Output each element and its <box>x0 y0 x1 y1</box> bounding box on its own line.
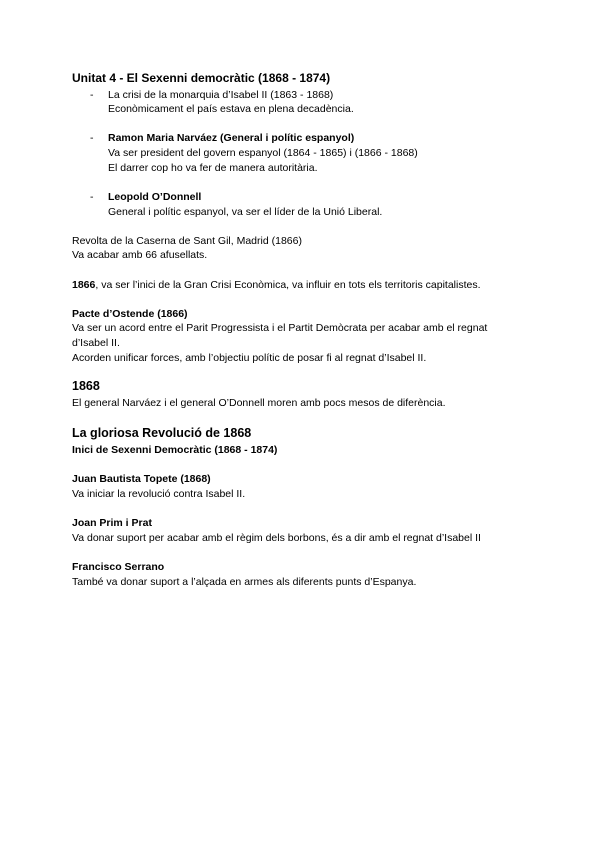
pacte-heading: Pacte d’Ostende (1866) <box>72 308 188 320</box>
crisi-paragraph <box>72 279 481 292</box>
figure-name-serrano: Francisco Serrano <box>72 561 165 573</box>
any1868-heading: 1868 <box>72 379 100 393</box>
crisi-year: 1866 <box>72 279 96 291</box>
crisi-text: , va ser l’inici de la Gran Crisi Econòmica, va influir en tots els territoris capitalistes. <box>95 279 481 291</box>
figure-text: Va donar suport per acabar amb el règim dels borbons, és a dir amb el regnat d’Isabel II <box>72 532 481 544</box>
revolta-line: Va acabar amb 66 afusellats. <box>72 249 208 261</box>
bullet-heading-crisi: La crisi de la monarquia d’Isabel II (1863 - 1868) <box>108 89 334 101</box>
figure-name-prim: Joan Prim i Prat <box>72 517 152 529</box>
gloriosa-subheading: Inici de Sexenni Democràtic (1868 - 1874) <box>72 444 278 456</box>
bullet-text: General i polític espanyol, va ser el líder de la Unió Liberal. <box>108 206 383 218</box>
bullet-heading-narvaez: Ramon Maria Narváez (General i polític espanyol) <box>108 132 355 144</box>
bullet-heading-odonnell: Leopold O’Donnell <box>108 191 202 203</box>
pacte-line: Acorden unificar forces, amb l’objectiu polític de posar fi al regnat d’Isabel II. <box>72 352 427 364</box>
bullet-dash: - <box>90 191 94 203</box>
bullet-text: Econòmicament el país estava en plena decadència. <box>108 103 354 115</box>
figure-text: Va iniciar la revolució contra Isabel II. <box>72 488 246 500</box>
revolta-line: Revolta de la Caserna de Sant Gil, Madrid (1866) <box>72 235 302 247</box>
bullet-dash: - <box>90 89 94 101</box>
document-title: Unitat 4 - El Sexenni democràtic (1868 - 1874) <box>72 71 331 85</box>
pacte-line: d’Isabel II. <box>72 337 120 349</box>
figure-text: També va donar suport a l’alçada en armes als diferents punts d’Espanya. <box>72 576 417 588</box>
figure-name-topete: Juan Bautista Topete (1868) <box>72 473 211 485</box>
any1868-text: El general Narváez i el general O’Donnell moren amb pocs mesos de diferència. <box>72 397 446 409</box>
gloriosa-heading: La gloriosa Revolució de 1868 <box>72 426 252 440</box>
pacte-line: Va ser un acord entre el Parit Progressista i el Partit Demòcrata per acabar amb el regnat <box>72 322 488 334</box>
bullet-dash: - <box>90 132 94 144</box>
bullet-text: Va ser president del govern espanyol (1864 - 1865) i (1866 - 1868) <box>108 147 418 159</box>
bullet-text: El darrer cop ho va fer de manera autoritària. <box>108 162 318 174</box>
